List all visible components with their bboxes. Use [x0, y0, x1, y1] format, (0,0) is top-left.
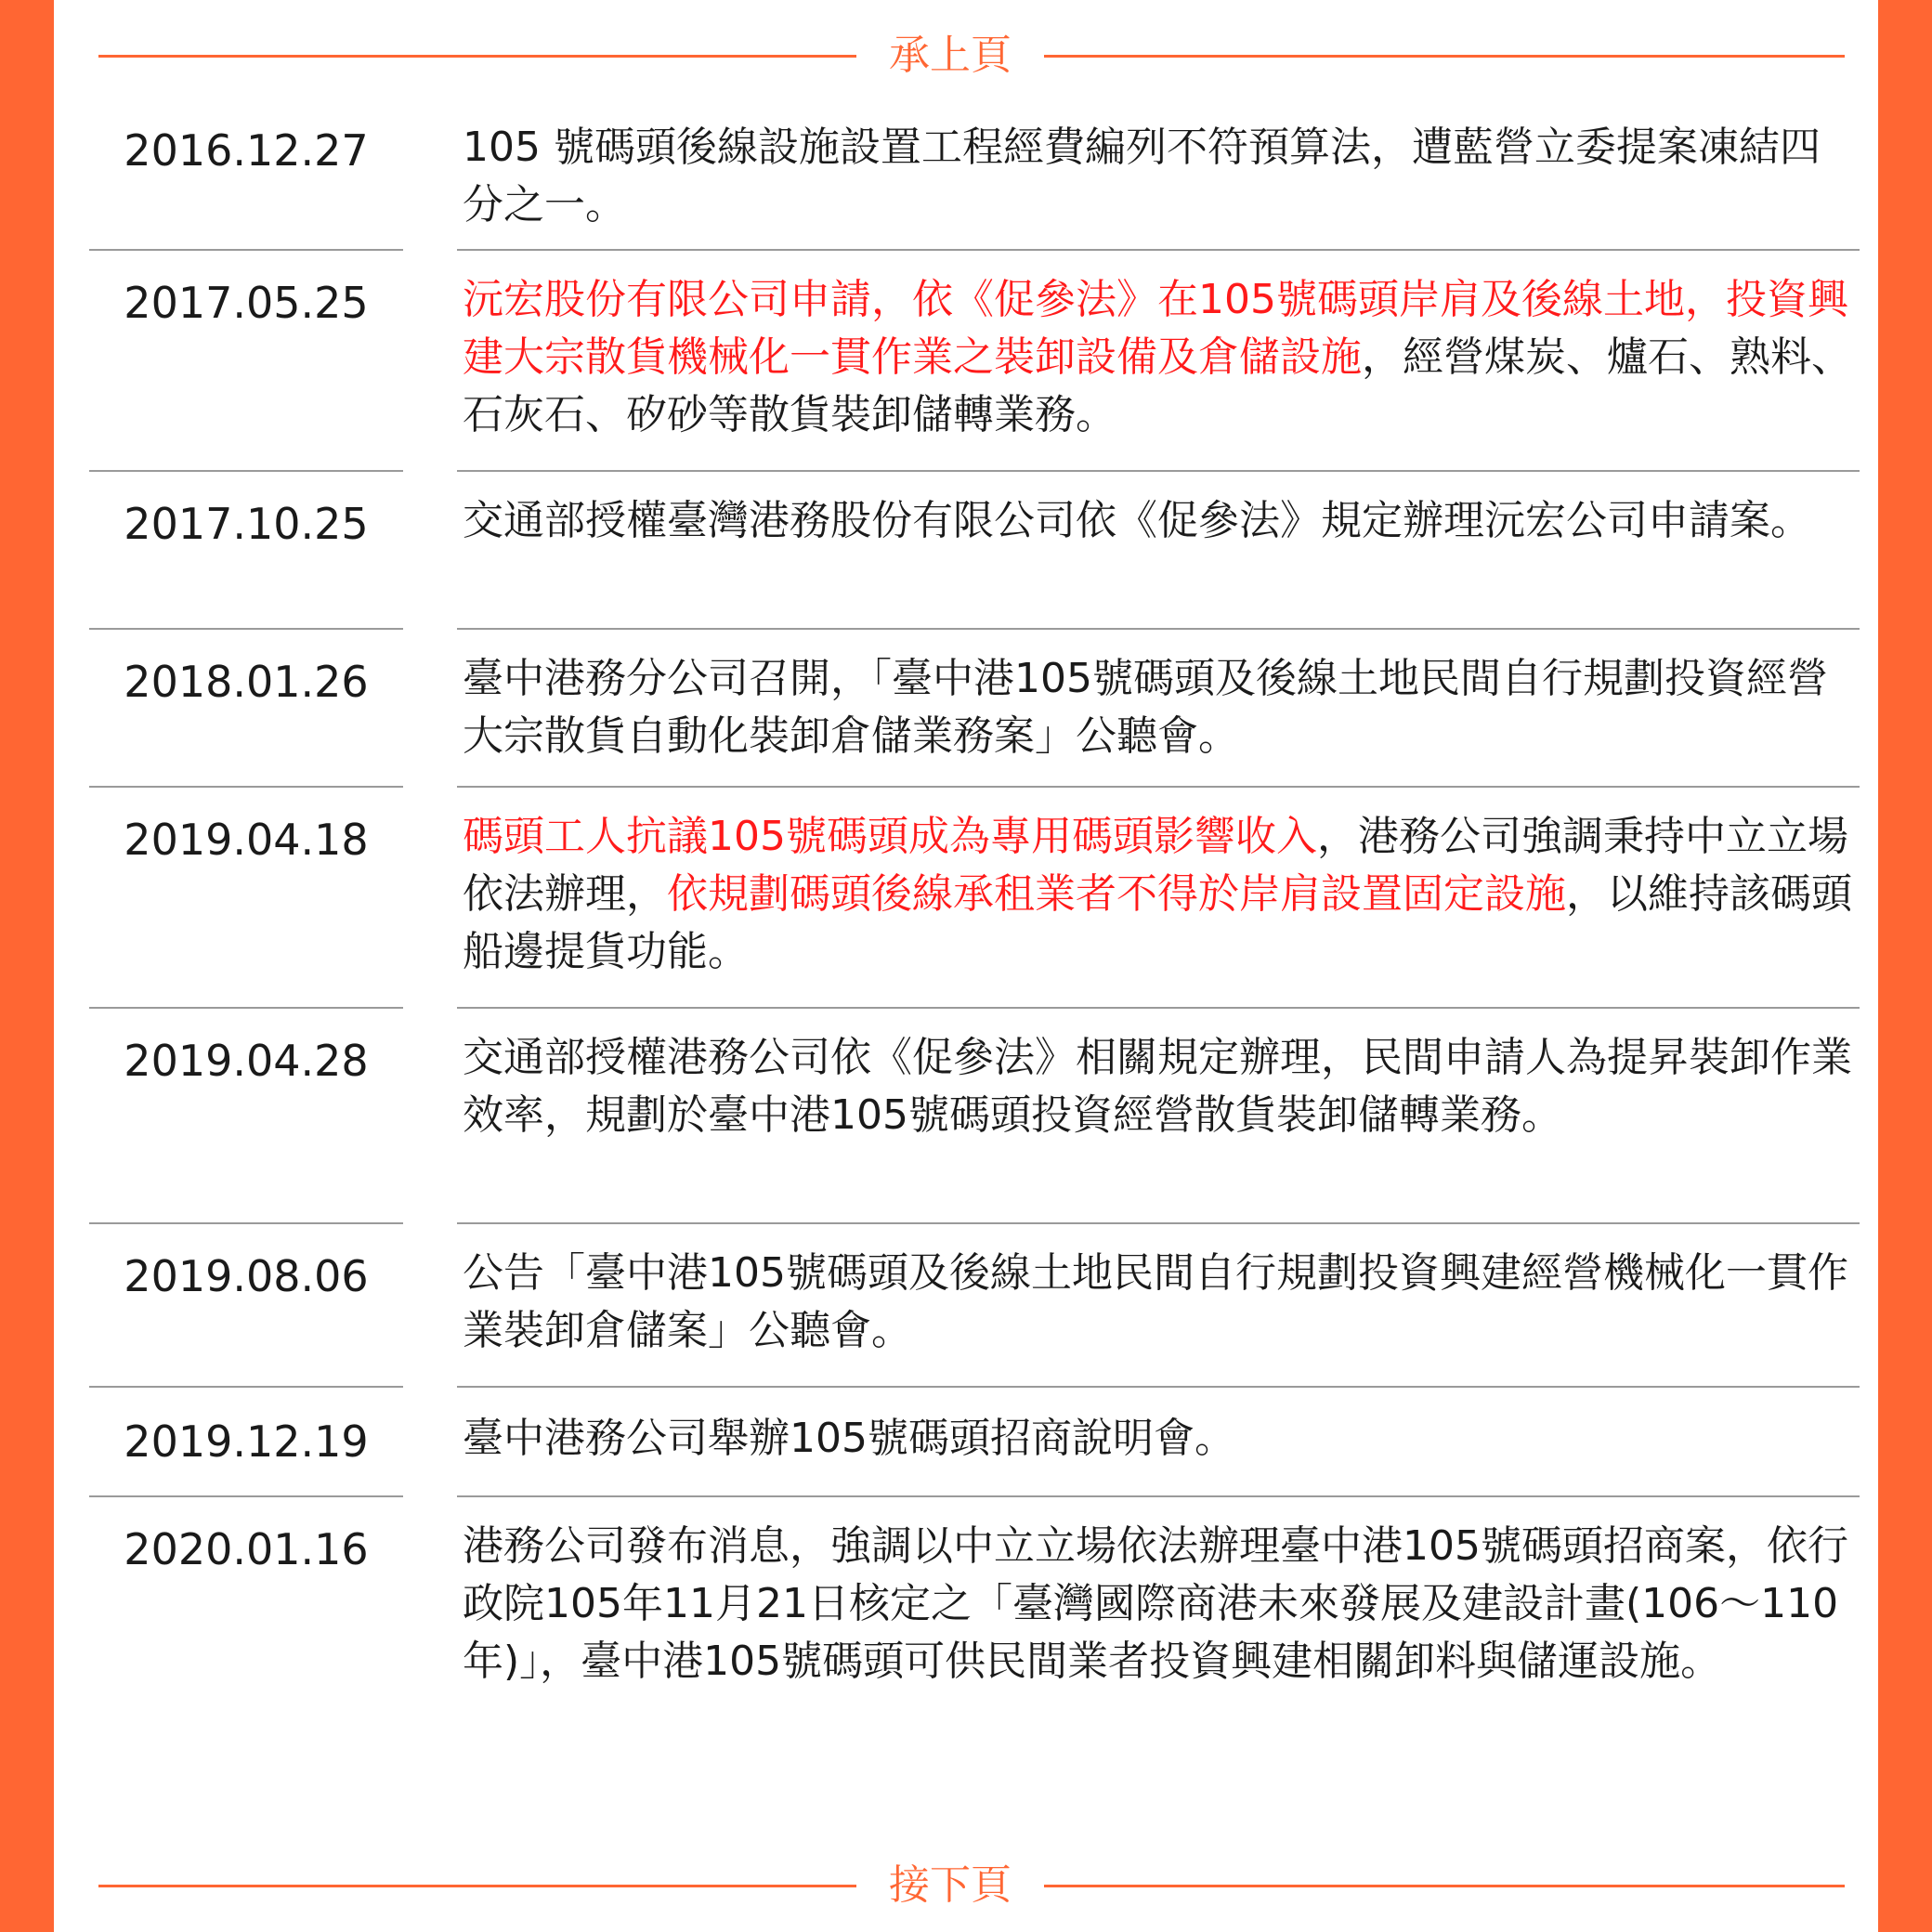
entry-description — [463, 251, 1856, 444]
divider-line-right — [1044, 55, 1845, 58]
entry-description — [463, 1388, 1856, 1468]
entry-date: 2016.12.27 — [124, 125, 369, 176]
continued-to-label: 接下頁 — [889, 1861, 1012, 1909]
entry-description — [463, 630, 1856, 765]
entry-description — [463, 111, 1856, 234]
timeline-row — [89, 1009, 1860, 1224]
right-orange-border — [1878, 0, 1932, 1932]
continued-to-divider — [98, 1848, 1845, 1923]
divider-line-left — [98, 1885, 856, 1887]
entry-date: 2019.04.28 — [124, 1036, 369, 1086]
description-text: 公告「臺中港105號碼頭及後線土地民間自行規劃投資興建經營機械化一貫作業裝卸倉儲案」公聽會。 — [463, 1249, 1848, 1354]
entry-description — [463, 472, 1856, 550]
entry-description — [463, 1224, 1856, 1360]
highlighted-text: 沅宏股份有限公司申請，依《促參法》在105號碼頭岸肩及後線土地，投資興建大宗散貨機械化一貫作業之裝卸設備及倉儲設施 — [463, 276, 1848, 381]
left-orange-border — [0, 0, 54, 1932]
timeline-row — [89, 472, 1860, 630]
timeline-row — [89, 1224, 1860, 1388]
timeline-row — [89, 1388, 1860, 1497]
description-text: 交通部授權臺灣港務股份有限公司依《促參法》規定辦理沅宏公司申請案。 — [463, 497, 1811, 544]
entry-description — [463, 788, 1856, 981]
description-text: 交通部授權港務公司依《促參法》相關規定辦理，民間申請人為提昇裝卸作業效率，規劃於臺中港105號碼頭投資經營散貨裝卸儲轉業務。 — [463, 1034, 1852, 1139]
timeline-row — [89, 1497, 1860, 1739]
description-text: 港務公司發布消息，強調以中立立場依法辦理臺中港105號碼頭招商案，依行政院105年11月21日核定之「臺灣國際商港未來發展及建設計畫(106～110年)」，臺中港105號碼頭可供民間業者投資興建相關卸料與儲運設施。 — [463, 1522, 1848, 1685]
entry-description — [463, 1497, 1856, 1690]
entry-date: 2017.10.25 — [124, 499, 369, 549]
entry-date: 2019.08.06 — [124, 1251, 369, 1301]
entry-description — [463, 1009, 1856, 1144]
highlighted-text: 依規劃碼頭後線承租業者不得於岸肩設置固定設施 — [667, 870, 1566, 918]
timeline-row — [89, 251, 1860, 472]
highlighted-text: 碼頭工人抗議105號碼頭成為專用碼頭影響收入 — [463, 813, 1317, 860]
timeline-row — [89, 630, 1860, 788]
entry-date: 2019.04.18 — [124, 815, 369, 865]
description-text: ，以維持該碼頭船邊提貨功能。 — [463, 870, 1852, 975]
entry-date: 2020.01.16 — [124, 1524, 369, 1574]
description-text: 105 號碼頭後線設施設置工程經費編列不符預算法，遭藍營立委提案凍結四分之一。 — [463, 124, 1821, 228]
description-text: 臺中港務公司舉辦105號碼頭招商說明會。 — [463, 1415, 1235, 1462]
entry-date: 2019.12.19 — [124, 1416, 369, 1467]
divider-line-right — [1044, 1885, 1845, 1887]
timeline-table — [89, 111, 1860, 1739]
entry-date: 2018.01.26 — [124, 657, 369, 707]
continued-from-label: 承上頁 — [889, 32, 1012, 79]
divider-line-left — [98, 55, 856, 58]
entry-date: 2017.05.25 — [124, 278, 369, 328]
timeline-row — [89, 788, 1860, 1009]
description-text: 臺中港務分公司召開，「臺中港105號碼頭及後線土地民間自行規劃投資經營大宗散貨自動化裝卸倉儲業務案」公聽會。 — [463, 655, 1828, 760]
description-text: ，經營煤炭、爐石、熟料、石灰石、矽砂等散貨裝卸儲轉業務。 — [463, 333, 1852, 438]
timeline-row — [89, 111, 1860, 251]
continued-from-divider — [98, 19, 1845, 93]
description-text: ，港務公司強調秉持中立立場依法辦理， — [463, 813, 1848, 918]
